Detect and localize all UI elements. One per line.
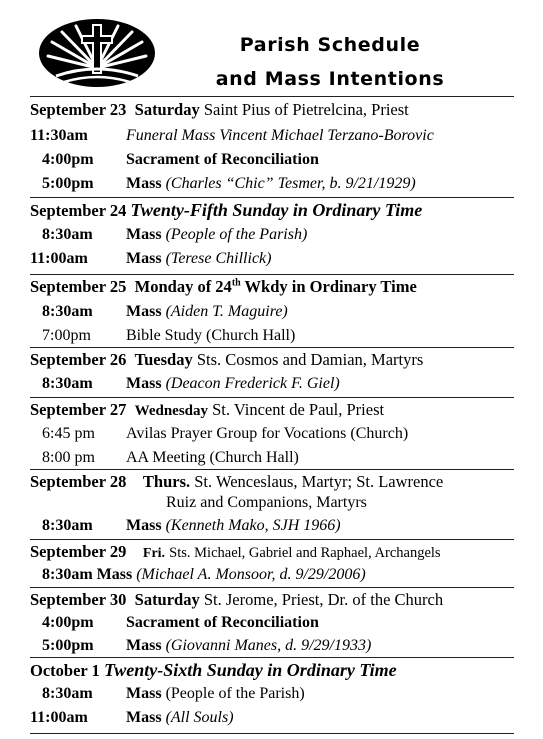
date-label: September 28 (30, 472, 127, 491)
mass-intention: (Kenneth Mako, SJH 1966) (165, 517, 341, 534)
day-label: Twenty-Sixth Sunday in Ordinary Time (103, 660, 397, 680)
day-label: Saturday (134, 100, 200, 119)
schedule-entry (30, 224, 307, 246)
schedule-entry (30, 683, 305, 705)
entry-time: 5:00pm (42, 637, 94, 654)
entry-time: 7:00pm (42, 327, 91, 344)
entry-time: 4:00pm (42, 614, 94, 631)
entry-time: 8:30am (42, 517, 93, 534)
section-divider (30, 469, 514, 470)
date-label: September 24 (30, 201, 127, 220)
page-title-line1: Parish Schedule (239, 34, 421, 56)
mass-intention: (Terese Chillick) (165, 250, 272, 267)
day-label: Monday of 24th Wkdy in Ordinary Time (134, 277, 417, 296)
entry-time: 11:00am (30, 709, 88, 726)
date-label: September 26 (30, 350, 127, 369)
section-divider (30, 657, 514, 658)
entry-label: Mass (126, 175, 162, 192)
entry-time: 8:30am (42, 303, 93, 320)
entry-label: Mass (126, 226, 162, 243)
observance-label: Sts. Michael, Gabriel and Raphael, Archangels (169, 545, 441, 561)
day-label: Saturday (134, 590, 200, 609)
entry-label: Bible Study (Church Hall) (126, 327, 296, 344)
mass-intention: (All Souls) (165, 709, 234, 726)
schedule-entry (30, 373, 340, 395)
entry-label: Mass (126, 637, 162, 654)
date-label: September 23 (30, 100, 127, 119)
entry-time: 8:30am (42, 375, 93, 392)
section-divider (30, 274, 514, 275)
section-divider (30, 587, 514, 588)
date-label: September 25 (30, 277, 127, 296)
entry-label: Sacrament of Reconciliation (126, 151, 319, 168)
day-heading (30, 276, 417, 298)
day-heading (30, 349, 423, 371)
cross-sunburst-icon (38, 18, 156, 88)
entry-label: Mass (126, 517, 162, 534)
schedule-entry (30, 447, 299, 469)
mass-intention: (Deacon Frederick F. Giel) (165, 375, 340, 392)
mass-intention: (Charles “Chic” Tesmer, b. 9/21/1929) (165, 175, 416, 192)
schedule-entry (30, 423, 408, 445)
entry-label: Mass (126, 250, 162, 267)
observance-label: Sts. Cosmos and Damian, Martyrs (196, 350, 424, 369)
observance-label: St. Jerome, Priest, Dr. of the Church (203, 590, 444, 609)
entry-label: Avilas Prayer Group for Vocations (Church) (126, 425, 409, 442)
entry-label: Mass (126, 685, 162, 702)
day-label: Twenty-Fifth Sunday in Ordinary Time (130, 200, 423, 220)
entry-label: Mass (126, 375, 162, 392)
section-divider (30, 347, 514, 348)
mass-intention: (Michael A. Monsoor, d. 9/29/2006) (136, 566, 366, 583)
day-heading (30, 99, 409, 121)
day-heading (30, 541, 441, 565)
date-label: September 30 (30, 590, 127, 609)
entry-time: 8:30am (42, 566, 93, 583)
day-heading (30, 659, 397, 682)
mass-intention: (People of the Parish) (165, 685, 305, 702)
mass-intention: (Aiden T. Maguire) (165, 303, 288, 320)
day-label: Wednesday (134, 403, 208, 419)
day-heading (30, 399, 384, 422)
mass-intention: (Giovanni Manes, d. 9/29/1933) (165, 637, 372, 654)
date-label: September 29 (30, 542, 127, 561)
entry-time: 4:00pm (42, 151, 94, 168)
day-heading (30, 471, 443, 493)
schedule-entry (30, 707, 234, 729)
day-label: Thurs. (142, 472, 191, 491)
entry-label: Mass (96, 566, 133, 583)
schedule-entry (30, 301, 288, 323)
observance-continuation: Ruiz and Companions, Martyrs (166, 494, 367, 511)
entry-time: 11:00am (30, 250, 88, 267)
section-divider (30, 539, 514, 540)
entry-time: 5:00pm (42, 175, 94, 192)
entry-label: Sacrament of Reconciliation (126, 614, 319, 631)
day-label: Tuesday (134, 350, 193, 369)
schedule-entry (30, 325, 295, 347)
entry-time: 11:30am (30, 127, 88, 144)
day-heading (30, 199, 422, 222)
observance-label: St. Wenceslaus, Martyr; St. Lawrence (194, 472, 444, 491)
observance-label: Saint Pius of Pietrelcina, Priest (203, 100, 409, 119)
observance-label: St. Vincent de Paul, Priest (212, 400, 385, 419)
date-label: September 27 (30, 400, 127, 419)
section-divider (30, 397, 514, 398)
section-divider (30, 96, 514, 97)
schedule-entry (30, 612, 319, 634)
schedule-entry (30, 564, 366, 586)
entry-detail: Funeral Mass Vincent Michael Terzano-Borovic (126, 127, 434, 144)
entry-time: 6:45 pm (42, 425, 95, 442)
schedule-entry (30, 125, 434, 147)
entry-label: AA Meeting (Church Hall) (126, 449, 299, 466)
page-title-line2: and Mass Intentions (215, 68, 445, 90)
day-heading (30, 589, 443, 611)
date-label: October 1 (30, 661, 100, 680)
schedule-entry (30, 248, 271, 270)
header (0, 0, 543, 96)
entry-time: 8:30am (42, 685, 93, 702)
schedule-entry (30, 173, 416, 195)
entry-label: Mass (126, 709, 162, 726)
mass-intention: (People of the Parish) (165, 226, 308, 243)
entry-time: 8:00 pm (42, 449, 95, 466)
entry-label: Mass (126, 303, 162, 320)
schedule-entry (30, 635, 371, 657)
section-divider (30, 733, 514, 734)
schedule-entry (30, 515, 341, 537)
section-divider (30, 197, 514, 198)
day-label: Fri. (142, 546, 166, 561)
entry-time: 8:30am (42, 226, 93, 243)
schedule-entry (30, 149, 319, 171)
